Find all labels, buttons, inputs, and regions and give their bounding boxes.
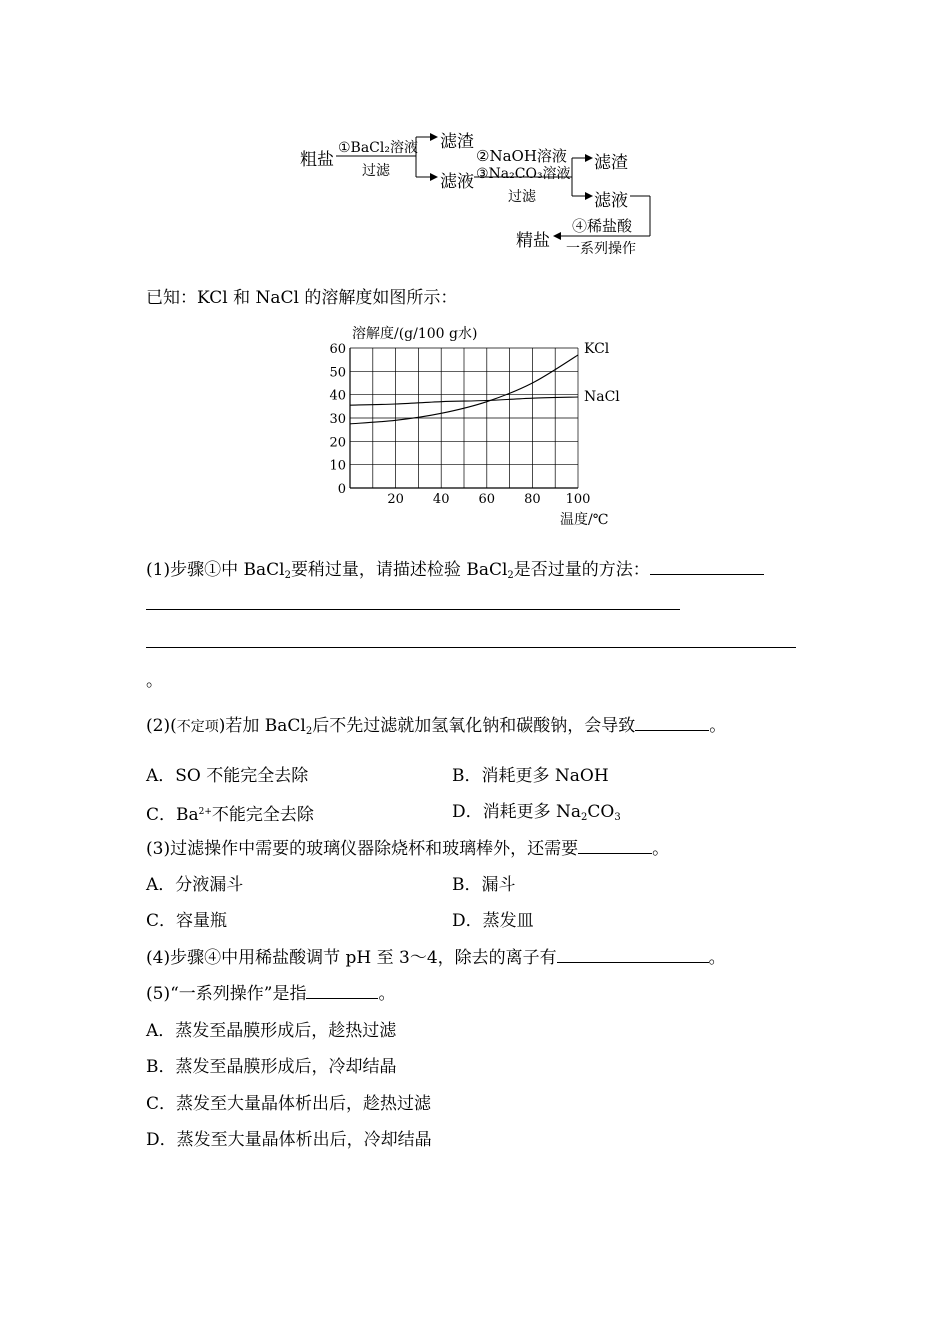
q5-text: (5)“一系列操作”是指	[146, 984, 307, 1004]
q2-opt-d-a: D．消耗更多 Na	[452, 802, 582, 822]
chart-curves	[350, 341, 620, 424]
flow-step1-op: 过滤	[362, 163, 390, 179]
q5-option-c[interactable]: C．蒸发至大量晶体析出后，趁热过滤	[146, 1094, 432, 1114]
q1-sub: 2	[284, 570, 291, 581]
flow-residue1: 滤渣	[440, 132, 474, 152]
q1-text-a: (1)步骤①中 BaCl	[146, 560, 285, 580]
y-tick-label: 40	[329, 388, 346, 404]
flow-arrows	[0, 0, 950, 270]
x-tick-label: 60	[478, 492, 496, 507]
q2-end: 。	[709, 716, 727, 736]
q1-stem	[146, 559, 764, 587]
q1-end: 。	[146, 671, 163, 691]
y-tick-label: 10	[329, 458, 346, 474]
q3-option-d[interactable]: D．蒸发皿	[452, 911, 534, 931]
q2-opt-c-b: 不能完全去除	[211, 805, 314, 825]
flow-filtrate1: 滤液	[440, 172, 474, 192]
flow-step2-reagent: ②NaOH溶液	[476, 147, 567, 165]
series-nacl-label: NaCl	[584, 389, 620, 405]
q5-answer-blank[interactable]	[306, 983, 378, 999]
q2-option-d[interactable]	[452, 801, 621, 829]
flow-raw-salt: 粗盐	[300, 150, 334, 170]
q1-answer-line-3[interactable]	[146, 647, 796, 648]
q2-opt-c-sup: 2+	[198, 807, 212, 817]
q2-option-c[interactable]	[146, 801, 314, 826]
flow-step4-reagent: ④稀盐酸	[572, 217, 633, 235]
q1-text-b: 要稍过量，请描述检验 BaCl	[290, 560, 508, 580]
q3-stem	[146, 838, 669, 860]
flow-step1-reagent: ①BaCl₂溶液	[338, 140, 418, 156]
q1-answer-line-2[interactable]	[146, 609, 680, 610]
known-statement: 已知：KCl 和 NaCl 的溶解度如图所示：	[146, 288, 458, 308]
chart-grid	[350, 348, 578, 488]
chart-x-label: 温度/℃	[560, 512, 609, 528]
series-kcl-label: KCl	[584, 341, 610, 357]
q1-text-c: 是否过量的方法：	[513, 560, 650, 580]
q2-text-a: )若加 BaCl	[218, 716, 306, 736]
q2-num: (2)(	[146, 716, 177, 736]
q5-end: 。	[378, 984, 396, 1004]
x-tick-label: 40	[432, 492, 450, 507]
y-tick-label: 20	[329, 435, 346, 451]
y-tick-label: 0	[337, 482, 346, 497]
flow-filtrate2: 滤液	[594, 191, 628, 211]
q4-stem	[146, 947, 726, 969]
solubility-chart	[320, 318, 640, 533]
q1-sub2: 2	[507, 570, 514, 581]
chart-ticks	[329, 342, 590, 507]
q5-option-b[interactable]: B．蒸发至晶膜形成后，冷却结晶	[146, 1057, 397, 1077]
q2-opt-c-a: C．Ba	[146, 805, 199, 825]
flow-residue2: 滤渣	[594, 153, 628, 173]
y-tick-label: 30	[329, 412, 346, 427]
q2-tag: 不定项	[176, 719, 219, 735]
y-tick-label: 60	[329, 342, 346, 357]
q2-sub: 2	[305, 726, 313, 737]
q2-text-b: 后不先过滤就加氢氧化钠和碳酸钠，会导致	[312, 716, 636, 736]
x-tick-label: 100	[565, 492, 591, 507]
q5-option-a[interactable]: A．蒸发至晶膜形成后，趁热过滤	[146, 1021, 397, 1041]
flow-fine-salt: 精盐	[516, 231, 550, 251]
flow-step23-op: 过滤	[508, 189, 536, 205]
chart-y-label: 溶解度/(g/100 g水)	[352, 326, 478, 342]
q4-answer-blank[interactable]	[557, 947, 709, 963]
q2-opt-d-sub2: 3	[614, 812, 621, 823]
q1-answer-blank[interactable]	[650, 559, 764, 575]
q2-stem	[146, 715, 726, 743]
q5-option-d[interactable]: D．蒸发至大量晶体析出后，冷却结晶	[146, 1130, 432, 1150]
q3-text: (3)过滤操作中需要的玻璃仪器除烧杯和玻璃棒外，还需要	[146, 839, 579, 859]
flow-step3-reagent: ③Na₂CO₃溶液	[476, 166, 571, 182]
q2-opt-d-sub: 2	[581, 812, 588, 823]
q2-option-b[interactable]: B．消耗更多 NaOH	[452, 766, 609, 786]
x-tick-label: 20	[387, 492, 404, 507]
q3-answer-blank[interactable]	[578, 838, 652, 854]
x-tick-label: 80	[524, 492, 541, 507]
q4-text: (4)步骤④中用稀盐酸调节 pH 至 3～4，除去的离子有	[146, 948, 557, 968]
q2-option-a[interactable]: A．SO 不能完全去除	[146, 766, 309, 786]
q4-end: 。	[708, 948, 726, 968]
q2-opt-d-b: CO	[587, 802, 615, 822]
q5-stem	[146, 983, 395, 1005]
q3-option-c[interactable]: C．容量瓶	[146, 911, 228, 931]
q3-option-a[interactable]: A．分液漏斗	[146, 875, 244, 895]
q3-end: 。	[652, 839, 670, 859]
q3-option-b[interactable]: B．漏斗	[452, 875, 516, 895]
q2-answer-blank[interactable]	[635, 715, 709, 731]
y-tick-label: 50	[329, 365, 346, 381]
flow-step4-op: 一系列操作	[566, 241, 636, 257]
